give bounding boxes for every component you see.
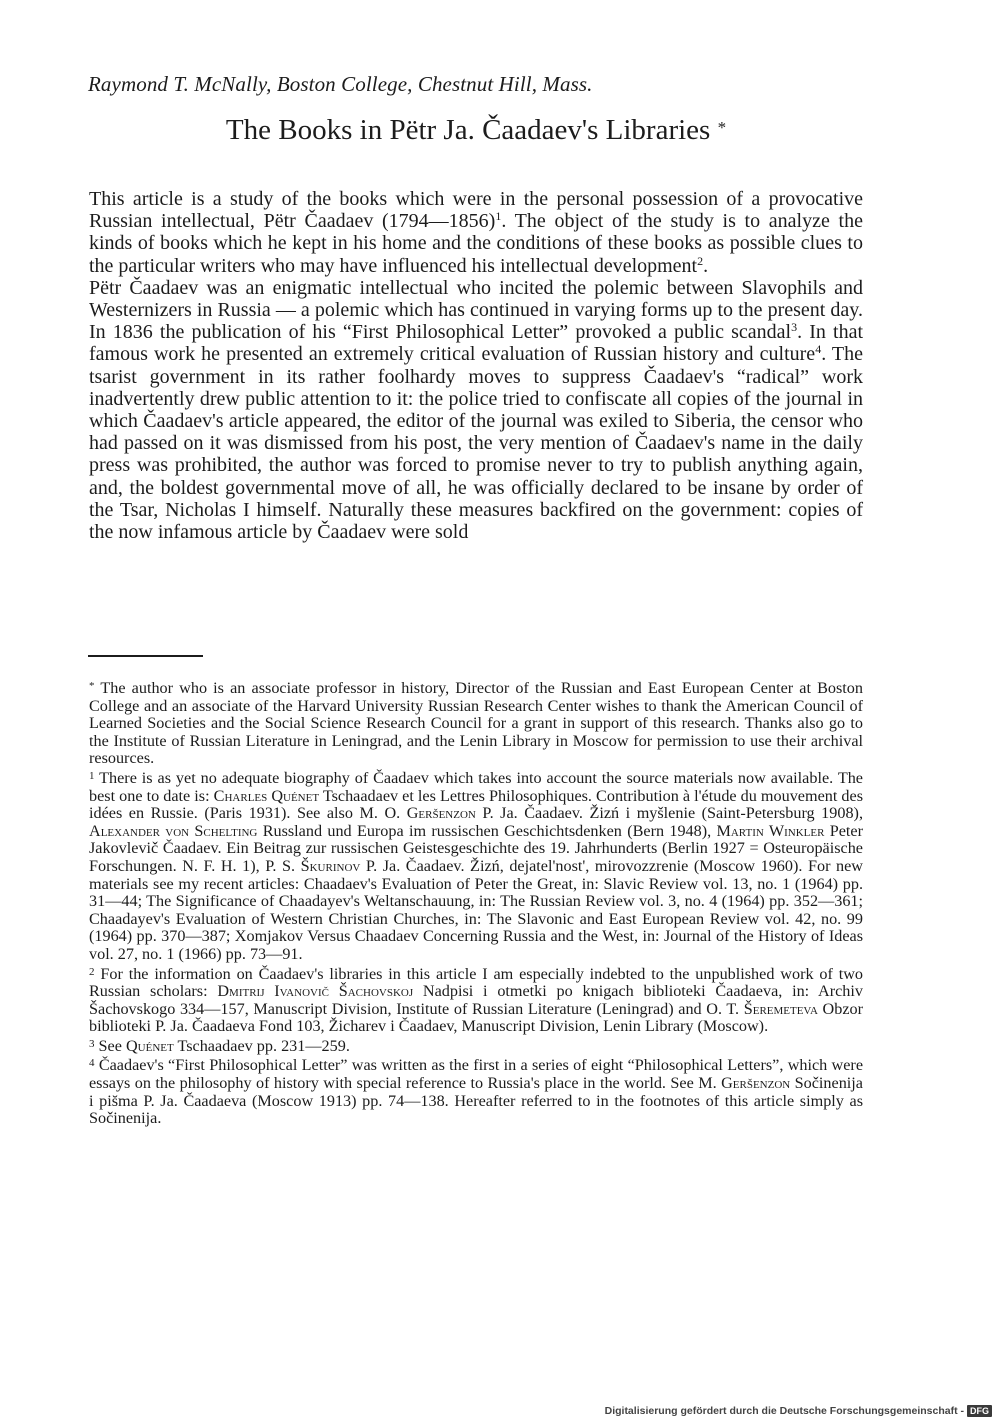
digitization-note: Digitalisierung gefördert durch die Deutsche Forschungsgemeinschaft - [604, 1404, 964, 1417]
footnote-1 [89, 768, 863, 964]
footnote-mark: 2 [89, 965, 95, 978]
author-affiliation: Raymond T. McNally, Boston College, Chestnut Hill, Mass. [88, 72, 593, 96]
footnote-text: See [98, 1036, 126, 1055]
body-text-segment: . The object of the study is to analyze the kinds of books which he kept in his home and the conditions of these books as possible clues to the particular writers who may have influenced his intellectual development [89, 210, 863, 277]
footnote-text: The author who is an associate professor in history, Director of the Russian and East European Center at Boston College and an associate of the Harvard University Russian Research Center wishes to thank the American Council of Learned Societies and the Social Science Research Council for a grant in support of this research. Thanks also go to the Institute of Russian Literature in Leningrad, and the Lenin Library in Moscow for permission to use their archival resources. [89, 679, 863, 768]
footnote-ref: 4 [815, 342, 822, 357]
footnote-text: P. Ja. Čaadaev. Žizń i myšlenie (Saint-Petersburg 1908), [475, 804, 863, 823]
author-name: Charles Quénet [213, 786, 320, 805]
body-text-segment: Pëtr Čaadaev was an enigmatic intellectual who incited the polemic between Slavophils and Westernizers in Russia — a polemic which has continued in varying forms up to the present day. In 1836 the publication of his “First Philosophical Letter” provoked a public scandal [89, 276, 863, 344]
footnote-4 [89, 1055, 863, 1127]
author-name: Dmitrij Ivanovič Šachovskoj [217, 982, 414, 1001]
footnote-text: Tschaadaev et les Lettres Philosophiques. Contribution à l'étude du mouvement des idées en Russie. (Paris 1931). See also M. O. [89, 786, 864, 823]
footnote-ref: 1 [495, 209, 502, 224]
body-paragraph [89, 188, 863, 277]
title-footnote-mark: * [717, 118, 727, 137]
author-name: Geršenzon [406, 804, 476, 823]
author-name: Alexander von Schelting [89, 821, 258, 840]
footnote-text: Sočinenija i pis̆ma P. Ja. Čaadaeva (Moscow 1913) pp. 74—138. Hereafter referred to in the footnotes of this article simply as Sočinenija. [89, 1074, 863, 1128]
footnote-ref: 2 [697, 253, 704, 268]
footnote-mark: 4 [89, 1057, 95, 1070]
body-text-segment: . In that famous work he presented an extremely critical evaluation of Russian history and culture [89, 321, 864, 366]
body-text-segment: . [703, 254, 709, 277]
footnote-text: Čaadaev's “First Philosophical Letter” was written as the first in a series of eight “Philosophical Letters”, which were essays on the philosophy of history with special reference to Russia's place in the world. See M. [89, 1056, 864, 1093]
footnote-3 [89, 1036, 863, 1056]
footnote-author [89, 678, 863, 768]
author-name: Martin Winkler [716, 821, 825, 840]
footnote-text: Peter Jakovlevič Čaadaev. Ein Beitrag zur russischen Geistesgeschichte des 19. Jahrhunderts (Berlin 1927 = Osteuropäische Forschungen. N. F. H. 1), P. S. [89, 821, 864, 875]
body-text-segment: . The tsarist government in its rather foolhardy moves to suppress Čaadaev's “radical” work inadvertently drew public attention to it: the police tried to confiscate all copies of the journal in which Čaadaev's article appeared, the editor of the journal was exiled to Siberia, the censor who had passed on it was dismissed from his post, the very mention of Čaadaev's name in the daily press was prohibited, the author was forced to promise never to try to publish anything again, and, the boldest governmental move of all, he was officially declared to be insane by order of the Tsar, Nicholas I himself. Naturally these measures backfired on the government: copies of the now infamous article by Čaadaev were sold [89, 343, 864, 544]
author-name: Geršenzon [721, 1074, 791, 1093]
digitization-credit [605, 1404, 992, 1417]
author-name: Quénet [125, 1036, 174, 1055]
article-title [90, 114, 862, 147]
body-text-segment: This article is a study of the books which were in the personal possession of a provocative Russian intellectual, Pëtr Čaadaev (1794—1856) [89, 188, 863, 233]
article-body [89, 188, 863, 543]
footnote-text: There is as yet no adequate biography of Čaadaev which takes into account the source materials now available. The best one to date is: [89, 768, 863, 805]
footnote-mark: * [89, 680, 95, 692]
footnote-ref: 3 [791, 320, 798, 335]
footnote-text: Russland und Europa im russischen Geschichtsdenken (Bern 1948), [257, 821, 717, 840]
footnote-text: Tschaadaev pp. 231—259. [173, 1036, 350, 1055]
footnote-mark: 3 [89, 1037, 95, 1050]
footnote-text: P. Ja. Čaadaev. Žizń, dejatel'nost', mirovozzrenie (Moscow 1960). For new materials see my recent articles: Chaadaev's Evaluation of Peter the Great, in: Slavic Review vol. 13, no. 1 (1964) pp. 31—44; The Significance of Chaadayev's Weltanschauung, in: The Russian Review vol. 3, no. 4 (1964) pp. 352—361; Chaadayev's Evaluation of Western Christian Churches, in: The Slavonic and East European Review vol. 42, no. 99 (1964) pp. 370—387; Xomjakov Versus Chaadaev Concerning Russia and the West, in: Journal of the History of Ideas vol. 27, no. 1 (1966) pp. 73—91. [89, 856, 863, 963]
article-title-text: The Books in Pëtr Ja. Čaadaev's Libraries [225, 114, 711, 146]
footnote-text: For the information on Čaadaev's libraries in this article I am especially indebted to the unpublished work of two Russian scholars: [89, 964, 864, 1001]
footnote-text: Obzor biblioteki P. Ja. Čaadaeva Fond 103, Žicharev i Čaadaev, Manuscript Division, Lenin Library (Moscow). [89, 999, 863, 1036]
dfg-logo: DFG [967, 1405, 992, 1417]
author-name: Škurinov [300, 856, 361, 875]
footnote-2 [89, 964, 863, 1036]
body-paragraph [89, 277, 863, 543]
author-name: Šeremeteva [743, 999, 818, 1018]
footnote-mark: 1 [89, 769, 95, 782]
footnote-divider [88, 655, 203, 657]
footnotes [89, 678, 863, 1128]
footnote-text: Nadpisi i otmetki po knigach biblioteki Čaadaeva, in: Archiv Šachovskogo 334—157, Manuscript Division, Institute of Russian Literature (Leningrad) and O. T. [89, 982, 863, 1018]
